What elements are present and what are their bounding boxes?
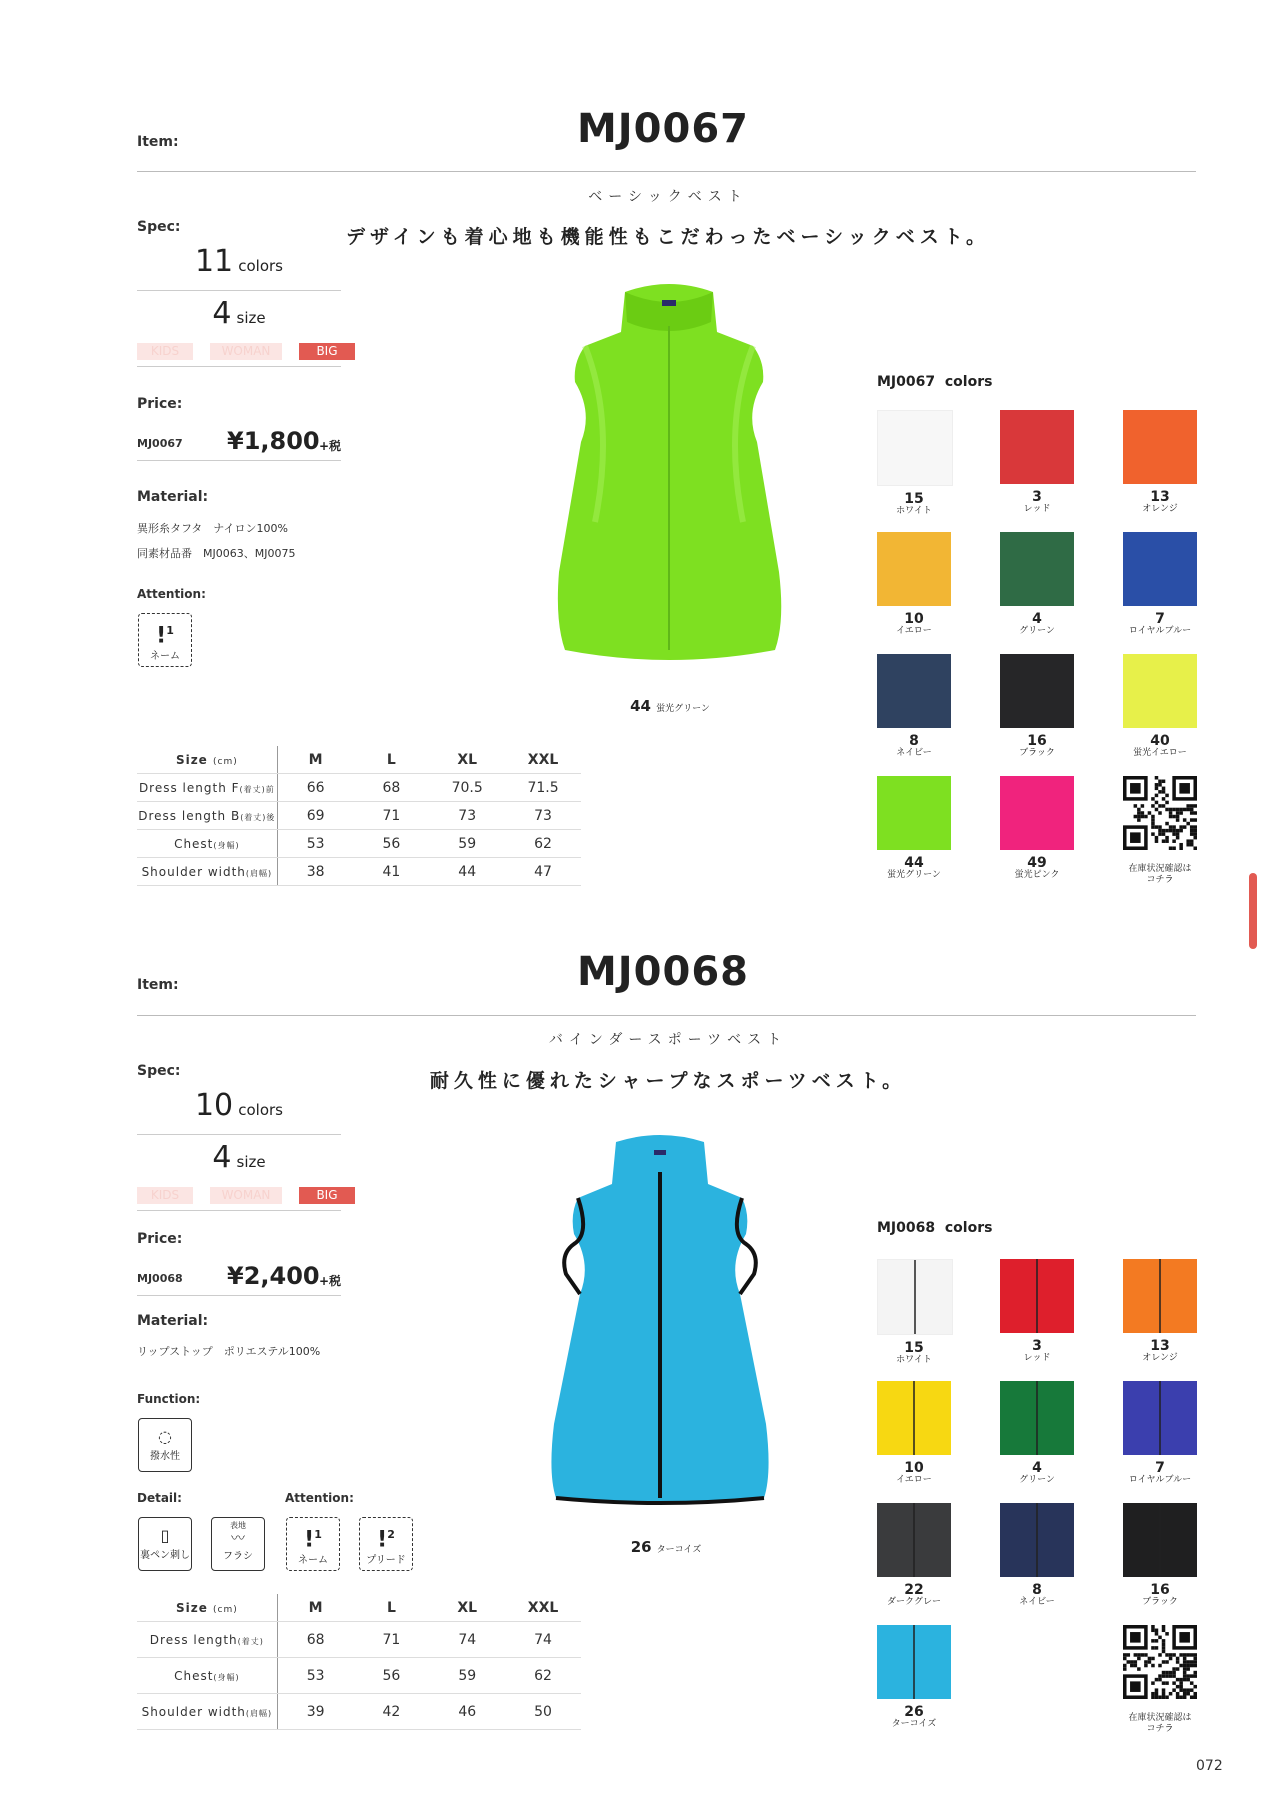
- model-title: MJ0068: [576, 949, 749, 995]
- catch-copy: デザインも着心地も機能性もこだわったベーシックベスト。: [345, 226, 990, 248]
- color-swatch-grid: [877, 410, 1197, 890]
- size-table: [137, 1594, 581, 1730]
- zipper-line: [913, 1381, 915, 1455]
- table-row: [137, 802, 581, 830]
- table-row: [137, 858, 581, 886]
- size-number: 4: [212, 1140, 232, 1175]
- attention-text: ネーム: [298, 1555, 328, 1567]
- swatch-number: 4: [1032, 1460, 1042, 1476]
- swatch-name: レッド: [1023, 504, 1051, 514]
- price-tax: +税: [319, 1274, 342, 1288]
- swatch-number: 4: [1032, 611, 1042, 627]
- attention-text: プリード: [366, 1555, 406, 1567]
- swatch-name: レッド: [1023, 1353, 1051, 1363]
- size-unit: size: [236, 309, 266, 327]
- size-col: XXL: [505, 746, 581, 774]
- swatch-color: [1000, 410, 1074, 484]
- color-swatch: [877, 532, 951, 637]
- row-sub: (肩幅): [245, 1708, 273, 1718]
- color-swatch: [1000, 1259, 1074, 1364]
- color-swatch: [1000, 654, 1074, 759]
- swatch-color: [1123, 410, 1197, 484]
- qr-caption: 在庫状況確認は: [1128, 1713, 1192, 1723]
- cell: 53: [277, 830, 353, 858]
- cell: 73: [505, 802, 581, 830]
- swatch-color: [1000, 654, 1074, 728]
- caption-number: 26: [630, 1538, 652, 1556]
- divider: [137, 1134, 341, 1135]
- attention-label: Attention:: [137, 587, 206, 601]
- attention-text: ネーム: [150, 651, 180, 663]
- cell: 59: [429, 1658, 505, 1694]
- color-swatch: [877, 1625, 951, 1730]
- swatch-name: ロイヤルブルー: [1128, 626, 1192, 636]
- cell: 38: [277, 858, 353, 886]
- zipper-line: [1159, 1503, 1161, 1577]
- zipper-line: [1036, 1503, 1038, 1577]
- swatch-color: [877, 532, 951, 606]
- qr-caption: コチラ: [1146, 1724, 1174, 1734]
- swatch-color: [1000, 1381, 1074, 1455]
- price-value: ¥2,400: [227, 1262, 320, 1290]
- swatch-number: 16: [1150, 1582, 1170, 1598]
- swatch-color: [877, 1259, 953, 1335]
- size-col: XL: [429, 1594, 505, 1622]
- material-line: リップストップ ポリエステル100%: [137, 1345, 321, 1358]
- table-row: [137, 1622, 581, 1658]
- swatch-name: オレンジ: [1142, 1353, 1178, 1363]
- swatch-name: イエロー: [896, 1475, 932, 1485]
- size-col: L: [354, 1594, 430, 1622]
- divider: [137, 1210, 341, 1211]
- caption-number: 44: [630, 697, 651, 715]
- item-label: Item:: [137, 134, 179, 150]
- tag-kids: KIDS: [137, 1187, 193, 1204]
- row-label: Shoulder width: [141, 1704, 246, 1719]
- color-swatch: [877, 410, 951, 517]
- swatch-name: オレンジ: [1142, 504, 1178, 514]
- color-swatch: [1000, 410, 1074, 515]
- swatch-number: 7: [1155, 1460, 1165, 1476]
- price-row: [137, 1262, 341, 1292]
- cell: 73: [429, 802, 505, 830]
- cell: 46: [429, 1694, 505, 1730]
- swatch-number: 44: [904, 855, 924, 871]
- caption-name: 蛍光グリーン: [656, 704, 710, 714]
- divider: [137, 460, 341, 461]
- tag-kids: KIDS: [137, 343, 193, 360]
- colors-title-word: colors: [944, 1220, 993, 1236]
- swatch-color: [877, 1503, 951, 1577]
- pen-pocket-icon: ▯ 裏ペン刺し: [138, 1517, 192, 1571]
- swatch-name: ターコイズ: [891, 1719, 937, 1729]
- colors-title-code: MJ0067: [877, 374, 936, 390]
- swatch-number: 15: [904, 1340, 924, 1356]
- divider: [137, 1015, 1196, 1016]
- swatch-name: 蛍光ピンク: [1014, 870, 1060, 880]
- stock-qr-code[interactable]: [1123, 1625, 1197, 1735]
- zipper-line: [1036, 1381, 1038, 1455]
- colors-unit: colors: [238, 257, 284, 275]
- swatch-number: 15: [904, 491, 924, 507]
- cell: 44: [429, 858, 505, 886]
- cell: 68: [277, 1622, 353, 1658]
- detail-label: Detail:: [137, 1491, 182, 1505]
- price-code: MJ0068: [137, 1272, 183, 1285]
- swatch-number: 3: [1032, 489, 1042, 505]
- cell: 56: [354, 830, 430, 858]
- zipper-line: [913, 1503, 915, 1577]
- catch-copy: 耐久性に優れたシャープなスポーツベスト。: [429, 1070, 907, 1092]
- swatch-name: ホワイト: [896, 506, 932, 516]
- main-image-caption: [560, 696, 780, 715]
- divider: [137, 290, 341, 291]
- vest-image: [520, 1134, 800, 1508]
- swatch-number: 3: [1032, 1338, 1042, 1354]
- material-line: 異形糸タフタ ナイロン100%: [137, 522, 288, 535]
- swatch-color: [877, 654, 951, 728]
- main-image-caption: [556, 1537, 776, 1556]
- colors-count: [137, 1088, 341, 1123]
- cell: 66: [277, 774, 353, 802]
- zipper-line: [1159, 1259, 1161, 1333]
- color-swatch: [1123, 532, 1197, 637]
- size-tags: [137, 343, 355, 360]
- color-swatch: [877, 1381, 951, 1486]
- tag-big: BIG: [299, 1187, 355, 1204]
- swatch-name: ホワイト: [896, 1355, 932, 1365]
- swatch-name: ロイヤルブルー: [1128, 1475, 1192, 1485]
- cell: 62: [505, 1658, 581, 1694]
- water-repellent-icon: ◌ 撥水性: [138, 1418, 192, 1472]
- swatch-name: ネイビー: [896, 748, 932, 758]
- product-name-kana: バインダースポーツベスト: [548, 1032, 788, 1048]
- page-number: 072: [1196, 1758, 1223, 1774]
- color-swatch: [1000, 1503, 1074, 1608]
- swatch-color: [1000, 776, 1074, 850]
- price-value: ¥1,800: [227, 427, 320, 455]
- model-title: MJ0067: [576, 106, 749, 152]
- color-swatch: [1123, 1259, 1197, 1364]
- swatch-number: 10: [904, 1460, 924, 1476]
- row-label: Shoulder width: [141, 864, 246, 879]
- tag-woman: WOMAN: [210, 343, 282, 360]
- colors-unit: colors: [238, 1101, 284, 1119]
- color-swatch: [877, 1503, 951, 1608]
- cell: 56: [354, 1658, 430, 1694]
- row-sub: (身幅): [213, 840, 240, 850]
- swatch-number: 8: [909, 733, 919, 749]
- size-col: M: [277, 1594, 353, 1622]
- swatch-color: [1123, 1503, 1197, 1577]
- row-sub: (身幅): [213, 1672, 240, 1682]
- attention-number: 2: [387, 1528, 395, 1541]
- cell: 53: [277, 1658, 353, 1694]
- swatch-name: グリーン: [1019, 626, 1055, 636]
- cell: 71: [354, 1622, 430, 1658]
- cell: 70.5: [429, 774, 505, 802]
- swatch-name: 蛍光イエロー: [1133, 748, 1187, 758]
- price-label: Price:: [137, 396, 183, 412]
- swatch-number: 22: [904, 1582, 924, 1598]
- cell: 59: [429, 830, 505, 858]
- cell: 71: [354, 802, 430, 830]
- swatch-number: 8: [1032, 1582, 1042, 1598]
- function-label: Function:: [137, 1392, 201, 1406]
- cell: 71.5: [505, 774, 581, 802]
- mesh-lining-icon: 表地 〰 フラシ: [211, 1517, 265, 1571]
- size-number: 4: [212, 296, 232, 331]
- swatch-color: [1000, 532, 1074, 606]
- swatch-number: 10: [904, 611, 924, 627]
- cell: 47: [505, 858, 581, 886]
- color-swatch: [1123, 1381, 1197, 1486]
- divider: [137, 366, 341, 367]
- swatch-color: [877, 1381, 951, 1455]
- cell: 42: [354, 1694, 430, 1730]
- qr-caption: 在庫状況確認は: [1128, 864, 1192, 874]
- stock-qr-code[interactable]: [1123, 776, 1197, 886]
- row-sub: (肩幅): [245, 868, 273, 878]
- zipper-line: [914, 1260, 916, 1334]
- size-tags: [137, 1187, 355, 1204]
- color-swatch: [877, 776, 951, 881]
- swatch-color: [1123, 654, 1197, 728]
- detail-text: フラシ: [223, 1551, 253, 1562]
- swatch-color: [1123, 1381, 1197, 1455]
- attention-bleed-icon: !$^2$ プリード: [359, 1517, 413, 1571]
- material-label: Material:: [137, 489, 209, 505]
- size-count: [137, 1140, 341, 1175]
- size-header: [137, 1594, 277, 1622]
- table-row: [137, 1694, 581, 1730]
- colors-title-code: MJ0068: [877, 1220, 936, 1236]
- qr-code-icon: [1123, 776, 1197, 850]
- table-row: [137, 1658, 581, 1694]
- row-label: Chest: [174, 836, 214, 851]
- swatch-name: イエロー: [896, 626, 932, 636]
- swatch-color: [1123, 1259, 1197, 1333]
- row-label: Dress length: [149, 1632, 238, 1647]
- color-swatch: [1123, 410, 1197, 515]
- detail-text: 裏ペン刺し: [140, 1550, 190, 1561]
- swatch-color: [1123, 532, 1197, 606]
- swatch-color: [1000, 1503, 1074, 1577]
- swatch-color: [877, 410, 953, 486]
- swatch-name: ブラック: [1019, 748, 1055, 758]
- row-label: Dress length F: [138, 780, 240, 795]
- swatch-color: [877, 776, 951, 850]
- spec-label: Spec:: [137, 1063, 181, 1079]
- size-header-label: Size: [175, 752, 208, 767]
- swatch-color: [877, 1625, 951, 1699]
- attention-name-icon: !$^1$ ネーム: [138, 613, 192, 667]
- caption-name: ターコイズ: [656, 1545, 702, 1555]
- size-count: [137, 296, 341, 331]
- color-swatch: [1123, 654, 1197, 759]
- row-label: Chest: [174, 1668, 214, 1683]
- swatch-number: 49: [1027, 855, 1047, 871]
- color-swatch: [1123, 1503, 1197, 1608]
- row-label: Dress length B: [138, 808, 241, 823]
- swatch-number: 7: [1155, 611, 1165, 627]
- row-sub: (着丈): [237, 1636, 264, 1646]
- attention-label: Attention:: [285, 1491, 354, 1505]
- row-sub: (着丈)前: [239, 784, 275, 794]
- attention-number: 1: [166, 624, 174, 637]
- product-name-kana: ベーシックベスト: [588, 189, 748, 205]
- cell: 74: [429, 1622, 505, 1658]
- swatch-name: ダークグレー: [886, 1597, 941, 1607]
- swatch-name: ネイビー: [1019, 1597, 1055, 1607]
- size-unit: size: [236, 1153, 266, 1171]
- vest-image: [525, 282, 813, 670]
- qr-code-icon: [1123, 1625, 1197, 1699]
- swatch-number: 13: [1150, 1338, 1170, 1354]
- cell: 62: [505, 830, 581, 858]
- colors-number: 10: [194, 1088, 234, 1123]
- tag-woman: WOMAN: [210, 1187, 282, 1204]
- price-tax: +税: [319, 439, 342, 453]
- zipper-line: [1036, 1259, 1038, 1333]
- divider: [137, 171, 1196, 172]
- size-header: [137, 746, 277, 774]
- zipper-line: [913, 1625, 915, 1699]
- swatch-color: [1000, 1259, 1074, 1333]
- swatch-name: ブラック: [1142, 1597, 1178, 1607]
- zipper-line: [1159, 1381, 1161, 1455]
- size-header-unit: (cm): [213, 1604, 238, 1615]
- price-label: Price:: [137, 1231, 183, 1247]
- row-sub: (着丈)後: [240, 812, 276, 822]
- color-swatch: [1000, 1381, 1074, 1486]
- colors-number: 11: [194, 244, 234, 279]
- swatch-number: 13: [1150, 489, 1170, 505]
- swatch-name: グリーン: [1019, 1475, 1055, 1485]
- size-col: XXL: [505, 1594, 581, 1622]
- cell: 41: [354, 858, 430, 886]
- attention-name-icon: !$^1$ ネーム: [286, 1517, 340, 1571]
- material-label: Material:: [137, 1313, 209, 1329]
- detail-top: 表地: [230, 1521, 246, 1530]
- colors-title: [877, 1220, 992, 1236]
- color-swatch: [1000, 776, 1074, 881]
- qr-caption: コチラ: [1146, 875, 1174, 885]
- size-header-label: Size: [175, 1600, 208, 1615]
- table-row: [137, 774, 581, 802]
- section-tab-marker: [1249, 873, 1257, 949]
- swatch-number: 26: [904, 1704, 924, 1720]
- color-swatch: [877, 1259, 951, 1366]
- attention-number: 1: [314, 1528, 322, 1541]
- spec-label: Spec:: [137, 219, 181, 235]
- size-header-unit: (cm): [213, 756, 238, 767]
- size-col: L: [354, 746, 430, 774]
- cell: 74: [505, 1622, 581, 1658]
- size-col: M: [277, 746, 353, 774]
- color-swatch: [1000, 532, 1074, 637]
- swatch-name: 蛍光グリーン: [887, 870, 941, 880]
- table-row: [137, 830, 581, 858]
- cell: 39: [277, 1694, 353, 1730]
- material-line: 同素材品番 MJ0063、MJ0075: [137, 547, 296, 560]
- cell: 50: [505, 1694, 581, 1730]
- swatch-number: 16: [1027, 733, 1047, 749]
- item-label: Item:: [137, 977, 179, 993]
- colors-title: [877, 374, 992, 390]
- colors-count: [137, 244, 341, 279]
- colors-title-word: colors: [944, 374, 993, 390]
- divider: [137, 1295, 341, 1296]
- cell: 68: [354, 774, 430, 802]
- size-col: XL: [429, 746, 505, 774]
- price-code: MJ0067: [137, 437, 183, 450]
- size-table: [137, 746, 581, 886]
- cell: 69: [277, 802, 353, 830]
- price-row: [137, 427, 341, 457]
- color-swatch-grid: [877, 1259, 1197, 1739]
- swatch-number: 40: [1150, 733, 1170, 749]
- color-swatch: [877, 654, 951, 759]
- function-text: 撥水性: [150, 1451, 180, 1462]
- tag-big: BIG: [299, 343, 355, 360]
